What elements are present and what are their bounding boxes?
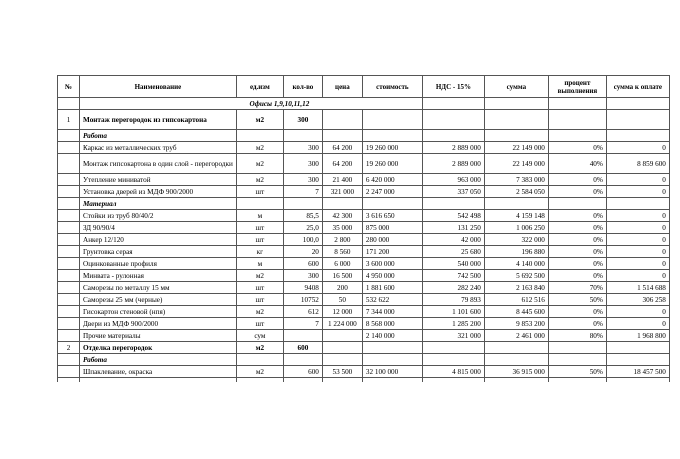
- cell-name: Минвата - рулонная: [80, 270, 237, 282]
- material-item-row: [58, 282, 670, 294]
- cell-empty: [548, 110, 606, 130]
- cell-empty: [236, 130, 283, 142]
- cell-cost: 32 100 000: [362, 366, 422, 378]
- cell-num: [58, 246, 80, 258]
- cell-price: 200: [322, 282, 362, 294]
- cell-sum: 1 006 250: [484, 222, 548, 234]
- cell-empty: [322, 354, 362, 366]
- col-unit-header: ед.изм: [236, 76, 283, 98]
- material-item-row: [58, 234, 670, 246]
- material-item-row: [58, 246, 670, 258]
- section-row: [58, 110, 670, 130]
- cell-empty: [322, 378, 362, 383]
- cell-qty: 85,5: [283, 210, 322, 222]
- cell-pay: 0: [606, 210, 669, 222]
- cell-empty: [484, 378, 548, 383]
- cell-pct: 0%: [548, 142, 606, 154]
- cell-num: [58, 306, 80, 318]
- cell-sum: 36 915 000: [484, 366, 548, 378]
- cell-sum: 322 000: [484, 234, 548, 246]
- cell-empty: [236, 354, 283, 366]
- cell-unit: м: [236, 258, 283, 270]
- cell-name: Прочие материалы: [80, 330, 237, 342]
- cell-empty: [484, 354, 548, 366]
- cell-num: [58, 186, 80, 198]
- cell-cost: 875 000: [362, 222, 422, 234]
- cell-num: [58, 142, 80, 154]
- section-unit: м2: [236, 342, 283, 354]
- cell-price: 2 800: [322, 234, 362, 246]
- material-item-row: [58, 270, 670, 282]
- cell-qty: [283, 330, 322, 342]
- col-name-header: Наименование: [80, 76, 237, 98]
- cell-qty: 300: [283, 270, 322, 282]
- cell-empty: [422, 342, 484, 354]
- work-item-row: [58, 142, 670, 154]
- cell-empty: [606, 354, 669, 366]
- cell-unit: шт: [236, 282, 283, 294]
- material-item-row: [58, 222, 670, 234]
- cell-vat: 1 101 600: [422, 306, 484, 318]
- material-item-row: [58, 294, 670, 306]
- cell-empty: [484, 130, 548, 142]
- cell-name: Каркас из металлических труб: [80, 142, 237, 154]
- cell-name: Установка дверей из МДФ 900/2000: [80, 186, 237, 198]
- cell-pay: 306 258: [606, 294, 669, 306]
- cell-empty: [322, 110, 362, 130]
- cell-empty: [236, 198, 283, 210]
- cell-name: Саморезы по металлу 15 мм: [80, 282, 237, 294]
- work-label-row-label: Работа: [80, 130, 237, 142]
- cell-name: Стойки из труб 80/40/2: [80, 210, 237, 222]
- section-row: [58, 342, 670, 354]
- cell-pay: 0: [606, 142, 669, 154]
- cell-sum: 2 584 050: [484, 186, 548, 198]
- cell-empty: [283, 354, 322, 366]
- cell-vat: 25 680: [422, 246, 484, 258]
- cell-pct: 0%: [548, 186, 606, 198]
- section-name: Монтаж перегородок из гипсокартона: [80, 110, 237, 130]
- cell-cost: 8 568 000: [362, 318, 422, 330]
- cell-name: Грунтовка серая: [80, 246, 237, 258]
- section-unit: м2: [236, 110, 283, 130]
- cell-name: Двери из МДФ 900/2000: [80, 318, 237, 330]
- cell-name: Шпаклевание, окраска: [80, 366, 237, 378]
- cell-empty: [422, 378, 484, 383]
- cell-cost: 2 140 000: [362, 330, 422, 342]
- cell-empty: [484, 342, 548, 354]
- cell-empty: [548, 378, 606, 383]
- cell-qty: 7: [283, 186, 322, 198]
- cell-sum: 5 692 500: [484, 270, 548, 282]
- cell-empty: [362, 198, 422, 210]
- cell-price: 12 000: [322, 306, 362, 318]
- cell-pay: 8 859 600: [606, 154, 669, 174]
- cell-num: [58, 222, 80, 234]
- cell-cost: 6 420 000: [362, 174, 422, 186]
- cell-empty: [606, 378, 669, 383]
- cell-vat: 742 500: [422, 270, 484, 282]
- cell-num: [58, 130, 80, 142]
- cell-pay: 0: [606, 246, 669, 258]
- cell-empty: [322, 198, 362, 210]
- cell-cost: 1 881 600: [362, 282, 422, 294]
- cell-pay: 0: [606, 270, 669, 282]
- cell-name: Монтаж гипсокартона в один слой - перегородки: [80, 154, 237, 174]
- cell-pct: 0%: [548, 246, 606, 258]
- cell-qty: 300: [283, 142, 322, 154]
- cell-vat: 542 498: [422, 210, 484, 222]
- cell-qty: 7: [283, 318, 322, 330]
- cell-price: 42 300: [322, 210, 362, 222]
- cell-vat: 321 000: [422, 330, 484, 342]
- cell-pay: 0: [606, 318, 669, 330]
- cell-cost: 19 260 000: [362, 154, 422, 174]
- cell-qty: 300: [283, 154, 322, 174]
- cell-pct: 0%: [548, 270, 606, 282]
- cell-qty: 100,0: [283, 234, 322, 246]
- cell-empty: [484, 198, 548, 210]
- cell-empty: [548, 354, 606, 366]
- cell-vat: 79 893: [422, 294, 484, 306]
- col-pay-header: сумма к оплате: [606, 76, 669, 98]
- col-qty-header: кол-во: [283, 76, 322, 98]
- cell-qty: 9408: [283, 282, 322, 294]
- group-title-row: [58, 98, 670, 110]
- cell-price: 50: [322, 294, 362, 306]
- cell-empty: [548, 198, 606, 210]
- cell-empty: [283, 198, 322, 210]
- cell-unit: м2: [236, 154, 283, 174]
- section-num: 1: [58, 110, 80, 130]
- cell-price: 16 500: [322, 270, 362, 282]
- truncated-row: [58, 378, 670, 383]
- cell-empty: [322, 342, 362, 354]
- cell-sum: 8 445 600: [484, 306, 548, 318]
- cell-price: 8 560: [322, 246, 362, 258]
- cell-pct: 0%: [548, 258, 606, 270]
- cell-empty: [58, 378, 80, 383]
- cell-pay: 18 457 500: [606, 366, 669, 378]
- cell-cost: 7 344 000: [362, 306, 422, 318]
- cell-empty: [80, 378, 237, 383]
- cell-vat: 4 815 000: [422, 366, 484, 378]
- cell-price: 321 000: [322, 186, 362, 198]
- cell-pct: 50%: [548, 294, 606, 306]
- cell-pct: 50%: [548, 366, 606, 378]
- cell-name: ЗД 90/90/4: [80, 222, 237, 234]
- cell-cost: 4 950 000: [362, 270, 422, 282]
- work-item-row: [58, 186, 670, 198]
- material-item-row: [58, 210, 670, 222]
- material-item-row: [58, 306, 670, 318]
- cell-cost: 171 200: [362, 246, 422, 258]
- cell-empty: [606, 130, 669, 142]
- cell-empty: [236, 378, 283, 383]
- cell-empty: [422, 130, 484, 142]
- cell-unit: шт: [236, 294, 283, 306]
- col-cost-header: стоимость: [362, 76, 422, 98]
- cell-empty: [283, 378, 322, 383]
- cell-qty: 600: [283, 366, 322, 378]
- cell-unit: м2: [236, 270, 283, 282]
- cell-sum: 4 140 000: [484, 258, 548, 270]
- cell-vat: 1 285 200: [422, 318, 484, 330]
- col-pct-header: процент выполнения: [548, 76, 606, 98]
- cell-empty: [422, 354, 484, 366]
- cell-cost: 280 000: [362, 234, 422, 246]
- cell-empty: [362, 378, 422, 383]
- cell-pay: 0: [606, 234, 669, 246]
- cell-qty: 10752: [283, 294, 322, 306]
- cell-num: [58, 294, 80, 306]
- cell-sum: 2 163 840: [484, 282, 548, 294]
- cell-unit: шт: [236, 318, 283, 330]
- cell-unit: шт: [236, 234, 283, 246]
- work-label-row-label: Работа: [80, 354, 237, 366]
- section-name: Отделка перегородок: [80, 342, 237, 354]
- work-label-row: [58, 354, 670, 366]
- cell-pay: 1 514 688: [606, 282, 669, 294]
- cell-empty: [322, 130, 362, 142]
- cell-price: 1 224 000: [322, 318, 362, 330]
- cell-empty: [606, 110, 669, 130]
- cell-pay: 0: [606, 306, 669, 318]
- cell-unit: кг: [236, 246, 283, 258]
- cell-vat: 2 889 000: [422, 142, 484, 154]
- cell-pay: 0: [606, 186, 669, 198]
- cell-num: [58, 318, 80, 330]
- cell-empty: [283, 130, 322, 142]
- cell-sum: 2 461 000: [484, 330, 548, 342]
- cell-empty: [548, 342, 606, 354]
- col-num-header: №: [58, 76, 80, 98]
- cell-price: [322, 330, 362, 342]
- cell-sum: 22 149 000: [484, 142, 548, 154]
- cell-name: Саморезы 25 мм (черные): [80, 294, 237, 306]
- cell-qty: 20: [283, 246, 322, 258]
- cell-pct: 80%: [548, 330, 606, 342]
- cell-empty: [362, 354, 422, 366]
- cell-price: 53 500: [322, 366, 362, 378]
- cell-qty: 300: [283, 174, 322, 186]
- cell-pct: 0%: [548, 318, 606, 330]
- cell-empty: [484, 110, 548, 130]
- cell-vat: 540 000: [422, 258, 484, 270]
- cell-num: [58, 366, 80, 378]
- cell-vat: 2 889 000: [422, 154, 484, 174]
- cell-vat: 282 240: [422, 282, 484, 294]
- cell-unit: м2: [236, 174, 283, 186]
- cell-sum: 4 159 148: [484, 210, 548, 222]
- cell-vat: 131 250: [422, 222, 484, 234]
- cell-pct: 0%: [548, 234, 606, 246]
- cell-num: [58, 198, 80, 210]
- cell-empty: [606, 342, 669, 354]
- cell-num: [58, 270, 80, 282]
- cell-num: [58, 354, 80, 366]
- cell-num: [58, 258, 80, 270]
- cell-name: Гисокартон стеновой (нпя): [80, 306, 237, 318]
- cell-pay: 1 968 800: [606, 330, 669, 342]
- cell-cost: 3 600 000: [362, 258, 422, 270]
- cell-price: 35 000: [322, 222, 362, 234]
- cell-unit: м2: [236, 142, 283, 154]
- cell-unit: м: [236, 210, 283, 222]
- cell-num: [58, 174, 80, 186]
- col-price-header: цена: [322, 76, 362, 98]
- material-item-row: [58, 258, 670, 270]
- cell-num: [58, 330, 80, 342]
- cell-num: [58, 234, 80, 246]
- cell-price: 64 200: [322, 154, 362, 174]
- cell-price: 21 400: [322, 174, 362, 186]
- cell-empty: [362, 342, 422, 354]
- material-label-row: [58, 198, 670, 210]
- cell-unit: сум: [236, 330, 283, 342]
- cell-price: 6 000: [322, 258, 362, 270]
- material-item-row: [58, 330, 670, 342]
- cell-vat: 42 000: [422, 234, 484, 246]
- cell-pay: 0: [606, 174, 669, 186]
- work-item-row: [58, 174, 670, 186]
- material-item-row: [58, 318, 670, 330]
- cell-pay: 0: [606, 258, 669, 270]
- cell-sum: 7 383 000: [484, 174, 548, 186]
- cell-unit: м2: [236, 306, 283, 318]
- cell-unit: шт: [236, 186, 283, 198]
- cell-pay: 0: [606, 222, 669, 234]
- cell-sum: 196 880: [484, 246, 548, 258]
- cell-pct: 0%: [548, 222, 606, 234]
- cell-cost: 532 622: [362, 294, 422, 306]
- header-row: [58, 76, 670, 98]
- col-sum-header: сумма: [484, 76, 548, 98]
- cell-pct: 70%: [548, 282, 606, 294]
- cell-empty: [548, 130, 606, 142]
- cell-vat: 337 050: [422, 186, 484, 198]
- section-qty: 300: [283, 110, 322, 130]
- cell-pct: 0%: [548, 306, 606, 318]
- cell-unit: м2: [236, 366, 283, 378]
- cell-vat: 963 000: [422, 174, 484, 186]
- cell-unit: шт: [236, 222, 283, 234]
- cell-num: [58, 210, 80, 222]
- cell-qty: 600: [283, 258, 322, 270]
- cell-pct: 0%: [548, 174, 606, 186]
- material-label-row-label: Материал: [80, 198, 237, 210]
- section-qty: 600: [283, 342, 322, 354]
- cell-sum: 9 853 200: [484, 318, 548, 330]
- estimate-table: [57, 75, 670, 382]
- cell-cost: 3 616 650: [362, 210, 422, 222]
- cell-pct: 0%: [548, 210, 606, 222]
- cell-name: Утепление миниватой: [80, 174, 237, 186]
- cell-empty: [422, 110, 484, 130]
- cell-qty: 612: [283, 306, 322, 318]
- cell-name: Оцинкованные профиля: [80, 258, 237, 270]
- cell-empty: [362, 130, 422, 142]
- cell-cost: 2 247 000: [362, 186, 422, 198]
- section-num: 2: [58, 342, 80, 354]
- work-item-row: [58, 366, 670, 378]
- col-vat-header: НДС - 15%: [422, 76, 484, 98]
- work-label-row: [58, 130, 670, 142]
- cell-empty: [422, 198, 484, 210]
- cell-pct: 40%: [548, 154, 606, 174]
- cell-num: [58, 154, 80, 174]
- cell-cost: 19 260 000: [362, 142, 422, 154]
- cell-qty: 25,0: [283, 222, 322, 234]
- cell-num: [58, 282, 80, 294]
- cell-empty: [362, 110, 422, 130]
- cell-sum: 22 149 000: [484, 154, 548, 174]
- work-item-row: [58, 154, 670, 174]
- cell-price: 64 200: [322, 142, 362, 154]
- group-title: Офисы 1,9,10,11,12: [80, 98, 423, 110]
- cell-empty: [606, 198, 669, 210]
- cell-name: Анкер 12/120: [80, 234, 237, 246]
- cell-sum: 612 516: [484, 294, 548, 306]
